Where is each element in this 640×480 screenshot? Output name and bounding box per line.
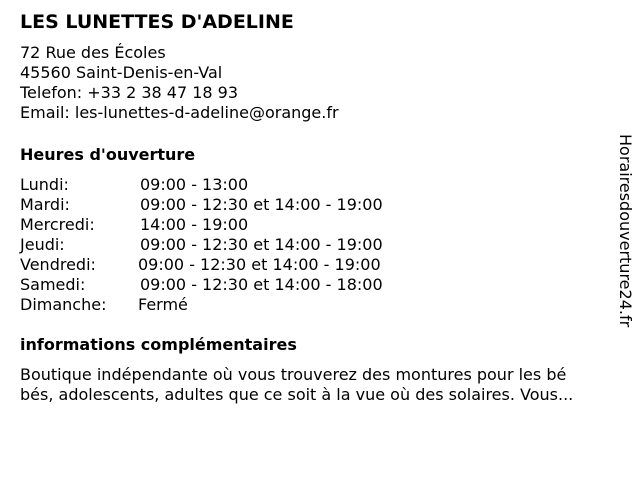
day-label: Vendredi: [20, 255, 96, 274]
time-range: 14:00 - 19:00 [140, 215, 249, 234]
time-range: 09:00 - 12:30 et 14:00 - 19:00 [140, 195, 383, 214]
time-range: Fermé [138, 295, 188, 314]
time-range: 09:00 - 12:30 et 14:00 - 19:00 [140, 235, 383, 254]
info-line: bés, adolescents, adultes que ce soit à la vue où des solaires. Vous... [20, 385, 574, 404]
time-range: 09:00 - 12:30 et 14:00 - 19:00 [138, 255, 381, 274]
site-watermark: Horairesdouverture24.fr [616, 134, 635, 328]
phone-number: Telefon: +33 2 38 47 18 93 [20, 83, 239, 102]
email-address: Email: les-lunettes-d-adeline@orange.fr [20, 103, 339, 122]
info-description [20, 365, 620, 405]
info-title: informations complémentaires [20, 335, 297, 354]
day-label: Lundi: [20, 175, 69, 194]
shop-name: LES LUNETTES D'ADELINE [20, 11, 294, 33]
street-address: 72 Rue des Écoles [20, 43, 166, 62]
day-label: Jeudi: [20, 235, 65, 254]
info-line: Boutique indépendante où vous trouverez des montures pour les bé [20, 365, 567, 384]
time-range: 09:00 - 12:30 et 14:00 - 18:00 [140, 275, 383, 294]
day-label: Samedi: [20, 275, 86, 294]
day-label: Mardi: [20, 195, 70, 214]
day-label: Dimanche: [20, 295, 107, 314]
time-range: 09:00 - 13:00 [140, 175, 249, 194]
shop-address [20, 43, 339, 123]
city-postal: 45560 Saint-Denis-en-Val [20, 63, 223, 82]
hours-title: Heures d'ouverture [20, 145, 196, 164]
day-label: Mercredi: [20, 215, 95, 234]
